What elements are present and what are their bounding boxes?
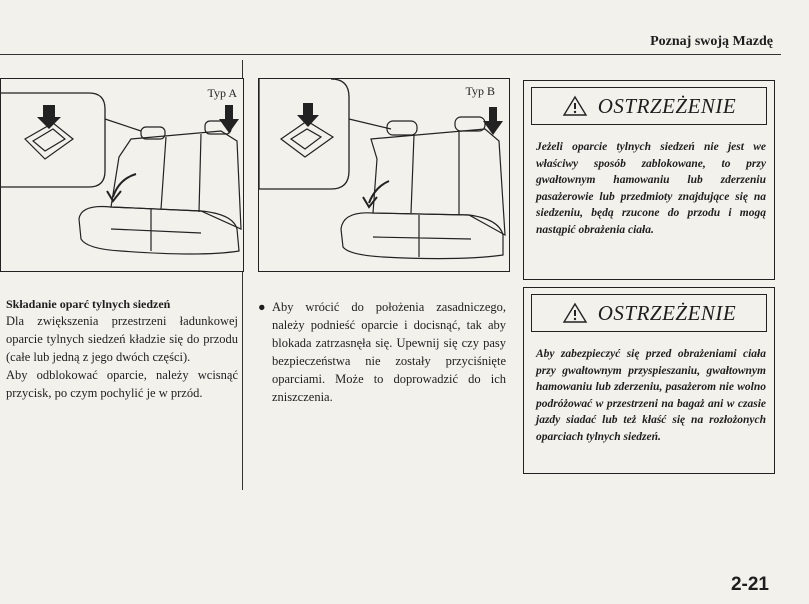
page-number: 2-21: [730, 574, 769, 595]
section-heading: Składanie oparć tylnych siedzeń: [6, 297, 171, 311]
warning-title-2: OSTRZEŻENIE: [597, 300, 737, 325]
seat-illustration-type-b: [259, 79, 509, 271]
figure-type-b: [258, 78, 510, 272]
middle-paragraph: Aby wrócić do położenia zasadniczego, należy podnieść oparcie i docisnąć, tak aby blokada zatrzasnęła się. Upewnij się czy pasy bezpieczeństwa nie zostały przyciśnięte oparciami. Może to doprowadzić do ich zniszczenia.: [272, 300, 506, 404]
left-paragraph-1: Dla zwiększenia przestrzeni ładunkowej oparcie tylnych siedzeń kładzie się do przodu (całe lub jedną z jego dwóch części).: [6, 314, 238, 364]
warning-text-2: Aby zabezpieczyć się przed obrażeniami ciała przy gwałtownym przyspieszaniu, gwałtownym hamowaniu lub zderzeniu, pasażerom nie wolno podróżować w przestrzeni na bagaż ani w czasie jazdy siadać lub też kłaść się na rozłożonych oparciach tylnych siedzeń.: [536, 348, 766, 443]
bullet-icon: ●: [258, 300, 266, 314]
left-column-text: [6, 296, 238, 402]
page-header-title: Poznaj swoją Mazdę: [650, 34, 773, 49]
left-paragraph-2: Aby odblokować oparcie, należy wcisnąć przycisk, po czym pochylić je w przód.: [6, 368, 238, 400]
warning-box-1: [523, 80, 775, 280]
warning-triangle-icon: [562, 95, 588, 117]
seat-illustration-type-a: [1, 79, 243, 271]
header-rule: [0, 54, 781, 55]
figure-label-type-b: Typ B: [465, 84, 495, 98]
figure-label-type-a: Typ A: [207, 86, 237, 100]
middle-column-text: [258, 298, 506, 406]
figure-type-a: [0, 78, 244, 272]
warning-header-2: [531, 294, 767, 332]
warning-triangle-icon: [562, 302, 588, 324]
warning-text-1: Jeżeli oparcie tylnych siedzeń nie jest we właściwy sposób zablokowane, to przy gwałtownym hamowaniu lub zderzeniu pasażerowie lub przedmioty znajdujące się na siedzeniu, będą rzucone do przodu i mogą nastąpić obrażenia ciała.: [536, 141, 766, 236]
warning-box-2: [523, 287, 775, 474]
warning-title-1: OSTRZEŻENIE: [597, 93, 737, 118]
warning-header-1: [531, 87, 767, 125]
